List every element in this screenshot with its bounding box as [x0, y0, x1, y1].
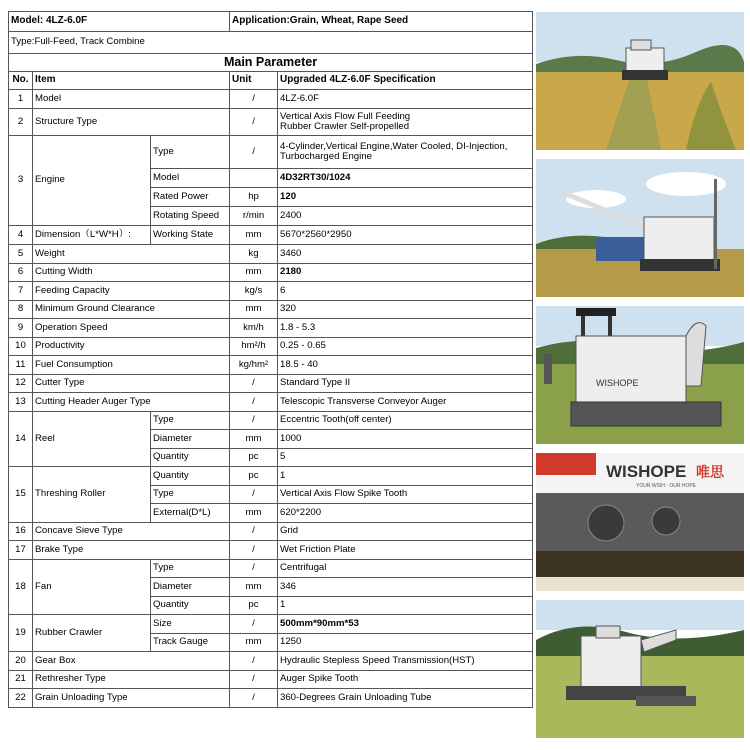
table-row — [9, 282, 533, 301]
row-item: Reel — [33, 411, 151, 467]
row-unit: / — [230, 90, 278, 109]
row-no: 9 — [9, 319, 33, 338]
row-spec: 360-Degrees Grain Unloading Tube — [278, 689, 533, 708]
photo-brand-closeup — [536, 453, 744, 591]
row-item: Cutting Header Auger Type — [33, 393, 230, 412]
row-spec-line: Vertical Axis Flow Full Feeding — [280, 110, 411, 122]
row-spec: 1.8 - 5.3 — [278, 319, 533, 338]
row-spec: 500mm*90mm*53 — [278, 615, 533, 634]
row-no: 8 — [9, 300, 33, 319]
row-spec: 120 — [278, 188, 533, 207]
row-unit: / — [230, 109, 278, 136]
row-no: 11 — [9, 356, 33, 375]
table-row — [9, 411, 533, 430]
row-sub: Quantity — [151, 467, 230, 486]
photo-harvester-unloading — [536, 159, 744, 297]
row-no: 2 — [9, 109, 33, 136]
row-spec: 1250 — [278, 633, 533, 652]
row-sub: Quantity — [151, 448, 230, 467]
row-unit: km/h — [230, 319, 278, 338]
row-unit: / — [230, 689, 278, 708]
row-spec: 1 — [278, 467, 533, 486]
table-row — [9, 467, 533, 486]
table-row — [9, 109, 533, 136]
spec-table — [8, 11, 533, 245]
row-no: 1 — [9, 90, 33, 109]
row-no: 20 — [9, 652, 33, 671]
row-unit: pc — [230, 467, 278, 486]
table-row — [9, 559, 533, 578]
table-row — [9, 319, 533, 338]
row-item: Concave Sieve Type — [33, 522, 230, 541]
row-item: Grain Unloading Type — [33, 689, 230, 708]
photo-harvester-field-rear — [536, 12, 744, 150]
row-spec-line: Turbocharged Engine — [280, 151, 372, 162]
row-spec: 1 — [278, 596, 533, 615]
table-row — [9, 522, 533, 541]
row-item: Rethresher Type — [33, 670, 230, 689]
row-unit: mm — [230, 633, 278, 652]
row-no: 17 — [9, 541, 33, 560]
row-spec-line: 4-Cylinder,Vertical Engine,Water Cooled, DI-Injection, — [280, 140, 508, 152]
row-spec: 620*2200 — [278, 504, 533, 523]
row-spec-line: Rubber Crawler Self-propelled — [280, 121, 410, 132]
table-row — [9, 356, 533, 375]
row-sub: Diameter — [151, 578, 230, 597]
type-header: Type:Full-Feed, Track Combine — [9, 32, 533, 54]
row-spec — [278, 109, 533, 136]
photo-harvester-paddy — [536, 600, 744, 738]
row-unit: / — [230, 541, 278, 560]
row-unit: r/min — [230, 207, 278, 226]
row-item: Gear Box — [33, 652, 230, 671]
row-no: 4 — [9, 226, 33, 245]
row-unit: / — [230, 411, 278, 430]
col-spec-header: Upgraded 4LZ-6.0F Specification — [278, 72, 533, 90]
row-unit: mm — [230, 430, 278, 449]
row-item: Model — [33, 90, 230, 109]
row-unit: mm — [230, 226, 278, 245]
machine-label: WISHOPE — [596, 378, 639, 388]
row-unit: / — [230, 485, 278, 504]
col-no-header: No. — [9, 72, 33, 90]
row-item: Engine — [33, 136, 151, 226]
row-no: 10 — [9, 337, 33, 356]
row-unit: / — [230, 522, 278, 541]
row-spec: Centrifugal — [278, 559, 533, 578]
table-row — [9, 136, 533, 169]
table-row — [9, 689, 533, 708]
main-title: Main Parameter — [9, 54, 533, 72]
photo-harvester-front — [536, 306, 744, 444]
row-spec: 4D32RT30/1024 — [278, 169, 533, 188]
row-no: 16 — [9, 522, 33, 541]
row-unit: pc — [230, 596, 278, 615]
table-row — [9, 226, 533, 245]
row-sub: Size — [151, 615, 230, 634]
brand-logo-text: WISHOPE — [606, 462, 687, 481]
row-sub: Rotating Speed — [151, 207, 230, 226]
row-spec: Wet Friction Plate — [278, 541, 533, 560]
row-unit: / — [230, 615, 278, 634]
row-spec: Auger Spike Tooth — [278, 670, 533, 689]
row-item: Brake Type — [33, 541, 230, 560]
row-item: Cutting Width — [33, 263, 230, 282]
row-no: 6 — [9, 263, 33, 282]
row-spec: 6 — [278, 282, 533, 301]
row-sub: Working State — [151, 226, 230, 245]
table-row — [9, 337, 533, 356]
row-unit: / — [230, 652, 278, 671]
row-item: Feeding Capacity — [33, 282, 230, 301]
row-item: Threshing Roller — [33, 467, 151, 523]
row-sub: Rated Power — [151, 188, 230, 207]
row-sub: Type — [151, 136, 230, 169]
row-item: Productivity — [33, 337, 230, 356]
spec-sheet — [8, 11, 532, 708]
row-no: 13 — [9, 393, 33, 412]
application-header: Application:Grain, Wheat, Rape Seed — [230, 12, 533, 32]
row-spec: 2400 — [278, 207, 533, 226]
row-no: 14 — [9, 411, 33, 467]
row-sub: Type — [151, 559, 230, 578]
table-row — [9, 263, 533, 282]
row-unit: mm — [230, 263, 278, 282]
row-spec: 320 — [278, 300, 533, 319]
row-unit: kg — [230, 245, 278, 264]
row-unit: hm²/h — [230, 337, 278, 356]
row-unit: pc — [230, 448, 278, 467]
row-item: Cutter Type — [33, 374, 230, 393]
row-no: 12 — [9, 374, 33, 393]
row-spec: Telescopic Transverse Conveyor Auger — [278, 393, 533, 412]
row-item: Structure Type — [33, 109, 230, 136]
row-no: 21 — [9, 670, 33, 689]
row-spec: 3460 — [278, 245, 533, 264]
table-row — [9, 615, 533, 634]
row-sub: Quantity — [151, 596, 230, 615]
row-unit: kg/s — [230, 282, 278, 301]
row-spec: 4LZ-6.0F — [278, 90, 533, 109]
row-no: 7 — [9, 282, 33, 301]
row-sub: Type — [151, 485, 230, 504]
row-spec: Standard Type II — [278, 374, 533, 393]
spec-table-continued — [8, 244, 533, 708]
row-spec — [278, 136, 533, 169]
row-sub: Diameter — [151, 430, 230, 449]
row-spec: 2180 — [278, 263, 533, 282]
row-unit: / — [230, 559, 278, 578]
row-item: Fuel Consumption — [33, 356, 230, 375]
table-row — [9, 393, 533, 412]
table-row — [9, 652, 533, 671]
table-row — [9, 374, 533, 393]
table-row — [9, 245, 533, 264]
row-item: Rubber Crawler — [33, 615, 151, 652]
row-unit: / — [230, 670, 278, 689]
row-no: 18 — [9, 559, 33, 615]
row-spec: 1000 — [278, 430, 533, 449]
row-item: Operation Speed — [33, 319, 230, 338]
row-spec: 18.5 - 40 — [278, 356, 533, 375]
table-row — [9, 90, 533, 109]
brand-tagline: YOUR WISH · OUR HOPE — [636, 483, 697, 489]
row-sub: Track Gauge — [151, 633, 230, 652]
row-spec: Grid — [278, 522, 533, 541]
row-item: Fan — [33, 559, 151, 615]
brand-logo-cn: 唯思 — [696, 464, 724, 480]
row-sub: Type — [151, 411, 230, 430]
table-row — [9, 670, 533, 689]
row-no: 19 — [9, 615, 33, 652]
row-spec: 346 — [278, 578, 533, 597]
row-unit: hp — [230, 188, 278, 207]
row-no: 3 — [9, 136, 33, 226]
row-unit: / — [230, 374, 278, 393]
row-spec: Eccentric Tooth(off center) — [278, 411, 533, 430]
row-spec: Hydraulic Stepless Speed Transmission(HST) — [278, 652, 533, 671]
col-unit-header: Unit — [230, 72, 278, 90]
row-spec: 5670*2560*2950 — [278, 226, 533, 245]
row-spec: 0.25 - 0.65 — [278, 337, 533, 356]
row-sub: External(D*L) — [151, 504, 230, 523]
row-item: Weight — [33, 245, 230, 264]
row-no: 22 — [9, 689, 33, 708]
row-unit: mm — [230, 300, 278, 319]
row-no: 15 — [9, 467, 33, 523]
row-sub: Model — [151, 169, 230, 188]
row-no: 5 — [9, 245, 33, 264]
table-row — [9, 300, 533, 319]
row-unit: mm — [230, 504, 278, 523]
table-row — [9, 541, 533, 560]
row-unit — [230, 169, 278, 188]
photo-column — [536, 12, 744, 747]
col-item-header: Item — [33, 72, 230, 90]
row-spec: Vertical Axis Flow Spike Tooth — [278, 485, 533, 504]
row-spec: 5 — [278, 448, 533, 467]
row-unit: / — [230, 136, 278, 169]
row-unit: / — [230, 393, 278, 412]
row-unit: mm — [230, 578, 278, 597]
row-item: Minimum Ground Clearance — [33, 300, 230, 319]
row-item: Dimension（L*W*H）: — [33, 226, 151, 245]
row-unit: kg/hm² — [230, 356, 278, 375]
model-header: Model: 4LZ-6.0F — [9, 12, 230, 32]
